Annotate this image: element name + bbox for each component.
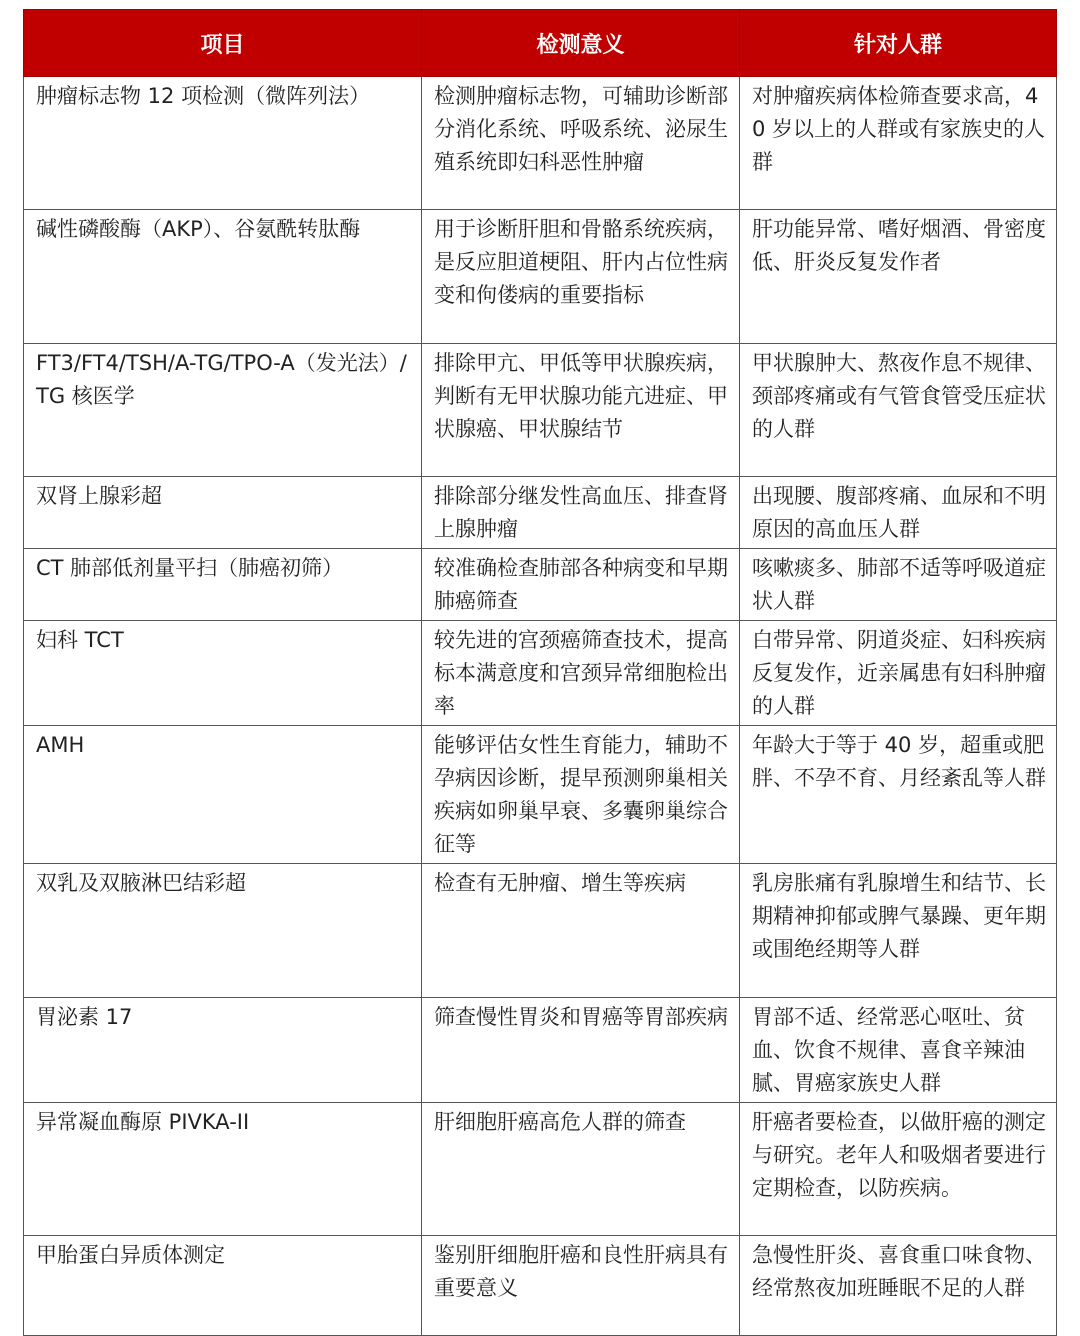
cell-meaning: 检测肿瘤标志物，可辅助诊断部分消化系统、呼吸系统、泌尿生殖系统即妇科恶性肿瘤 [422,77,740,210]
cell-meaning: 排除部分继发性高血压、排查肾上腺肿瘤 [422,477,740,549]
cell-meaning: 排除甲亢、甲低等甲状腺疾病，判断有无甲状腺功能亢进症、甲状腺癌、甲状腺结节 [422,344,740,477]
screening-table [23,9,1057,1336]
cell-meaning: 较准确检查肺部各种病变和早期肺癌筛查 [422,549,740,621]
cell-meaning: 筛查慢性胃炎和胃癌等胃部疾病 [422,998,740,1103]
cell-target: 甲状腺肿大、熬夜作息不规律、颈部疼痛或有气管食管受压症状的人群 [740,344,1057,477]
cell-meaning: 能够评估女性生育能力，辅助不孕病因诊断，提早预测卵巢相关疾病如卵巢早衰、多囊卵巢综合征等 [422,726,740,864]
table-row [24,1236,1057,1336]
cell-item: 肿瘤标志物 12 项检测（微阵列法） [24,77,422,210]
table-row [24,210,1057,344]
cell-item: FT3/FT4/TSH/A-TG/TPO-A（发光法）/TG 核医学 [24,344,422,477]
cell-target: 出现腰、腹部疼痛、血尿和不明原因的高血压人群 [740,477,1057,549]
table-row [24,344,1057,477]
table-row [24,77,1057,210]
cell-item: 碱性磷酸酶（AKP）、谷氨酰转肽酶 [24,210,422,344]
header-target: 针对人群 [740,10,1057,77]
cell-target: 年龄大于等于 40 岁，超重或肥胖、不孕不育、月经紊乱等人群 [740,726,1057,864]
cell-meaning: 用于诊断肝胆和骨骼系统疾病，是反应胆道梗阻、肝内占位性病变和佝偻病的重要指标 [422,210,740,344]
table-row [24,621,1057,726]
header-row [24,10,1057,77]
cell-target: 急慢性肝炎、喜食重口味食物、经常熬夜加班睡眠不足的人群 [740,1236,1057,1336]
cell-target: 咳嗽痰多、肺部不适等呼吸道症状人群 [740,549,1057,621]
cell-item: 双肾上腺彩超 [24,477,422,549]
header-meaning: 检测意义 [422,10,740,77]
cell-item: 甲胎蛋白异质体测定 [24,1236,422,1336]
cell-target: 对肿瘤疾病体检筛查要求高，40 岁以上的人群或有家族史的人群 [740,77,1057,210]
cell-item: 胃泌素 17 [24,998,422,1103]
table-row [24,998,1057,1103]
cell-target: 肝癌者要检查，以做肝癌的测定与研究。老年人和吸烟者要进行定期检查，以防疾病。 [740,1103,1057,1236]
table-row [24,477,1057,549]
cell-target: 肝功能异常、嗜好烟酒、骨密度低、肝炎反复发作者 [740,210,1057,344]
cell-meaning: 较先进的宫颈癌筛查技术，提高标本满意度和宫颈异常细胞检出率 [422,621,740,726]
cell-target: 乳房胀痛有乳腺增生和结节、长期精神抑郁或脾气暴躁、更年期或围绝经期等人群 [740,864,1057,998]
cell-target: 胃部不适、经常恶心呕吐、贫血、饮食不规律、喜食辛辣油腻、胃癌家族史人群 [740,998,1057,1103]
cell-meaning: 检查有无肿瘤、增生等疾病 [422,864,740,998]
cell-meaning: 鉴别肝细胞肝癌和良性肝病具有重要意义 [422,1236,740,1336]
cell-item: 妇科 TCT [24,621,422,726]
cell-item: AMH [24,726,422,864]
cell-target: 白带异常、阴道炎症、妇科疾病反复发作，近亲属患有妇科肿瘤的人群 [740,621,1057,726]
cell-meaning: 肝细胞肝癌高危人群的筛查 [422,1103,740,1236]
cell-item: 双乳及双腋淋巴结彩超 [24,864,422,998]
table-row [24,726,1057,864]
table-row [24,549,1057,621]
cell-item: CT 肺部低剂量平扫（肺癌初筛） [24,549,422,621]
table-row [24,864,1057,998]
cell-item: 异常凝血酶原 PIVKA-II [24,1103,422,1236]
header-item: 项目 [24,10,422,77]
table-row [24,1103,1057,1236]
